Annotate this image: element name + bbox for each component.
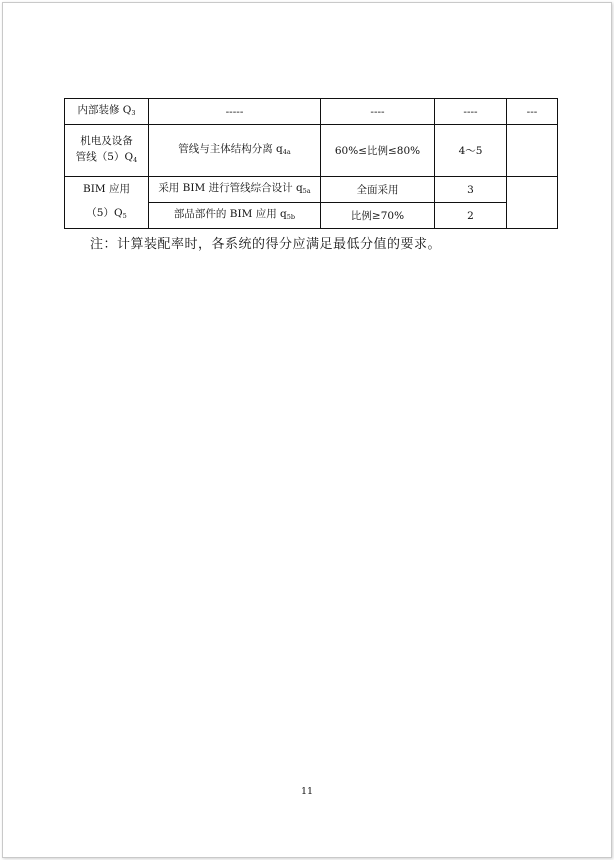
cell-mep-item: 管线与主体结构分离 $q_{4a}$: [149, 125, 321, 177]
table-row-interior: [65, 99, 558, 125]
cell-bim-criterion-b: 比例≥70%: [321, 203, 435, 229]
cell-interior-item: -----: [149, 99, 321, 125]
mep-label-line2: 管线$(5)Q_4$: [75, 151, 138, 164]
table-row-mep: [65, 125, 558, 177]
cell-interior-min: ---: [507, 99, 558, 125]
table-row-bim-a: [65, 177, 558, 203]
cell-interior-label: 内部装修 $Q_3$: [65, 99, 149, 125]
cell-bim-min: [507, 177, 558, 229]
assembly-rate-table: [64, 98, 558, 229]
cell-interior-score: ----: [435, 99, 507, 125]
cell-interior-criterion: ----: [321, 99, 435, 125]
cell-bim-criterion-a: 全面采用: [321, 177, 435, 203]
cell-mep-criterion: 60%≤比例≤80%: [321, 125, 435, 177]
table-note: 注：计算装配率时，各系统的得分应满足最低分值的要求。: [90, 237, 442, 252]
mep-label-line1: 机电及设备: [80, 135, 133, 147]
cell-bim-score-a: 3: [435, 177, 507, 203]
cell-bim-item-b: 部品部件的 BIM 应用 $q_{5b}$: [149, 203, 321, 229]
cell-bim-item-a: 采用 BIM 进行管线综合设计 $q_{5a}$: [149, 177, 321, 203]
bim-label-line1: BIM 应用: [83, 183, 130, 195]
cell-mep-min: [507, 125, 558, 177]
page-number: 11: [300, 786, 314, 797]
cell-mep-label: [65, 125, 149, 177]
cell-bim-score-b: 2: [435, 203, 507, 229]
cell-mep-score: 4～5: [435, 125, 507, 177]
cell-bim-label: [65, 177, 149, 229]
bim-label-line2: $(5)Q_5$: [86, 207, 127, 220]
